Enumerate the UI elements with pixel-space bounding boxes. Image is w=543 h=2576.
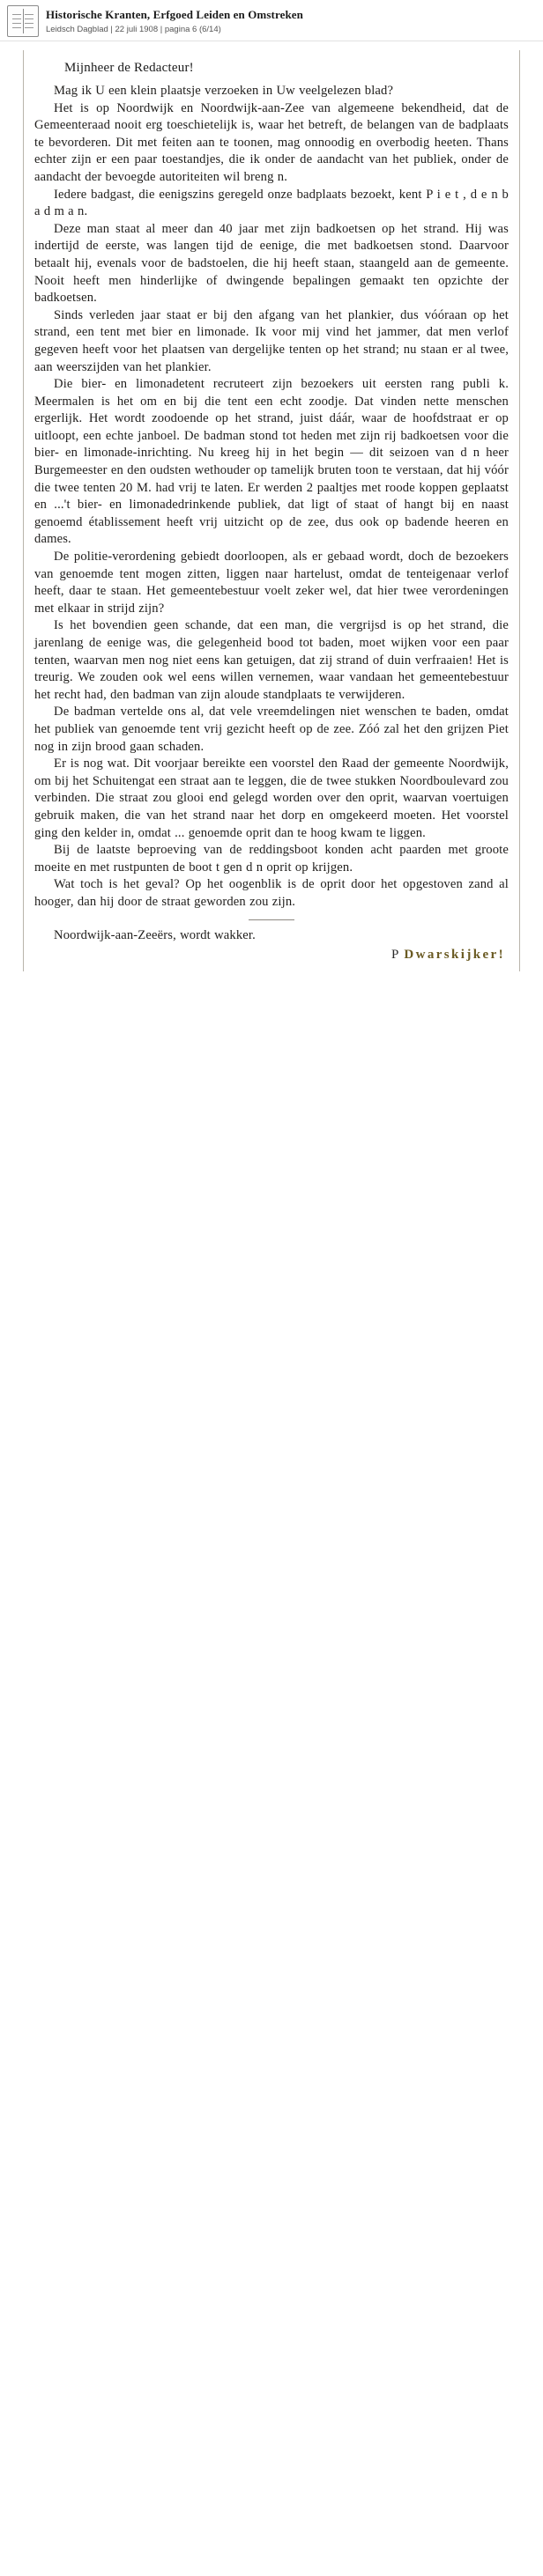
site-header bbox=[0, 0, 543, 41]
article-paragraph: Er is nog wat. Dit voorjaar bereikte een voorstel den Raad der gemeente Noordwijk, om bij het Schuitengat een straat aan te leggen, die de twee stukken Noordboulevard zou verbinden. Die straat zou glooi end gelegd worden over den oprit, waarvan voertuigen gebruik maken, die van het strand naar het dorp en omgekeerd moeten. Het voorstel ging den kelder in, omdat ... genoemde oprit dan te hoog kwam te liggen. bbox=[34, 757, 509, 840]
article-paragraph: Het is op Noordwijk en Noordwijk-aan-Zee van algemeene bekendheid, dat de Gemeenteraad nooit erg toeschietelijk is, waar het betreft, de belangen van de badplaats te bevorderen. Dit met feiten aan te toonen, mag onnoodig en overbodig heeten. Thans echter zijn er een paar toestandjes, die ik onder de aandacht van het publiek, onder de aandacht der bevoegde autoriteiten wil breng n. bbox=[34, 100, 509, 184]
article-paragraph: Is het bovendien geen schande, dat een man, die vergrijsd is op het strand, die jarenlang de eenige was, die gelegenheid bood tot baden, moet wijken voor een paar tenten, waarvan men nog niet eens kan getuigen, dat zij strand of duin verfraaien! Het is treurig. We zouden ook wel eens willen vernemen, waar vandaan het gemeentebestuur het recht had, den badman van zijn aloude standplaats te verwijderen. bbox=[34, 618, 509, 702]
article-paragraph: Sinds verleden jaar staat er bij den afgang van het plankier, dus vóóraan op het strand, een tent met bier en limonade. Ik voor mij vind het jammer, dat men verlof gegeven heeft voor het plaatsen van dergelijke tenten op het strand; nu staan er al twee, aan weerszijden van het plankier. bbox=[34, 307, 509, 374]
article-paragraph: Iedere badgast, die eenigszins geregeld onze badplaats bezoekt, kent P i e t , d e n b a d m a n. bbox=[34, 187, 509, 219]
article-title: Mijnheer de Redacteur! bbox=[64, 61, 194, 75]
signature-prefix: P bbox=[391, 948, 399, 963]
site-title: Historische Kranten, Erfgoed Leiden en Omstreken bbox=[46, 7, 303, 21]
header-text bbox=[46, 5, 303, 37]
section-divider bbox=[249, 919, 294, 920]
article-paragraph: Wat toch is het geval? Op het oogenblik is de oprit door het opgestoven zand al hooger, dan hij door de straat geworden zou zijn. bbox=[34, 877, 509, 909]
article-paragraph: Bij de laatste beproeving van de reddingsboot konden acht paarden met groote moeite en met rustpunten de boot t gen d n oprit op krijgen. bbox=[34, 843, 509, 875]
article-paragraph: Deze man staat al meer dan 40 jaar met zijn badkoetsen op het strand. Hij was indertijd de eerste, was langen tijd de eenige, die met badkoetsen stond. Daarvoor betaalt hij, evenals voor de badstoelen, die hij heeft staan, staangeld aan de gemeente. Nooit heeft men hinderlijke of dwingende bepalingen gemaakt ten opzichte der badkoetsen. bbox=[34, 221, 509, 306]
article-paragraph: Mag ik U een klein plaatsje verzoeken in Uw veelgelezen blad? bbox=[54, 84, 394, 98]
scan-area bbox=[0, 41, 543, 984]
issue-metadata: Leidsch Dagblad | 22 juli 1908 | pagina 6 (6/14) bbox=[46, 24, 221, 34]
article-paragraph: Noordwijk-aan-Zeeërs, wordt wakker. bbox=[54, 927, 256, 942]
article-paragraph: Die bier- en limonadetent recruteert zijn bezoekers uit eersten rang publi k. Meermalen is het om en bij die tent een echt zoodje. Dat vinden nette menschen ergerlijk. Het wordt zoodoende op het strand, juist dáár, waar de hoofdstraat er op uitloopt, een echte janboel. De badman stond tot heden met zijn rij badkoetsen voor die bier- en limonade-inrichting. Nu kreeg hij in het begin — dit seizoen van d n heer Burgemeester en den oudsten wethouder op tamelijk bruten toon te verstaan, dat hij vóór die twee tenten 20 M. had vrij te laten. Er werden 2 paaltjes met roode koppen geplaatst en ...'t bier- en limonadedrinkende publiek, dat ligt of staat of hangt bij en naast genoemd établissement heeft vrij uitzicht op de zee, dus ook op badende heeren en dames. bbox=[34, 377, 509, 547]
open-book-icon bbox=[7, 5, 39, 37]
signature-name: Dwarskijker! bbox=[404, 948, 505, 963]
article-signature bbox=[34, 948, 509, 963]
article-column bbox=[23, 50, 520, 971]
article-paragraph: De politie-verordening gebiedt doorloopen, als er gebaad wordt, doch de bezoekers van genoemde tent mogen zitten, liggen naar hartelust, omdat de tenteigenaar verlof heeft, daar te staan. Het gemeentebestuur voelt zeker wel, dat hier twee verordeningen met elkaar in strijd zijn? bbox=[34, 550, 509, 616]
article-paragraph: De badman vertelde ons al, dat vele vreemdelingen niet wenschen te baden, omdat het publiek van genoemde tent vrij gezicht heeft op de zee. Zóó zal het den grijzen Piet nog in zijn brood gaan schaden. bbox=[34, 705, 509, 754]
